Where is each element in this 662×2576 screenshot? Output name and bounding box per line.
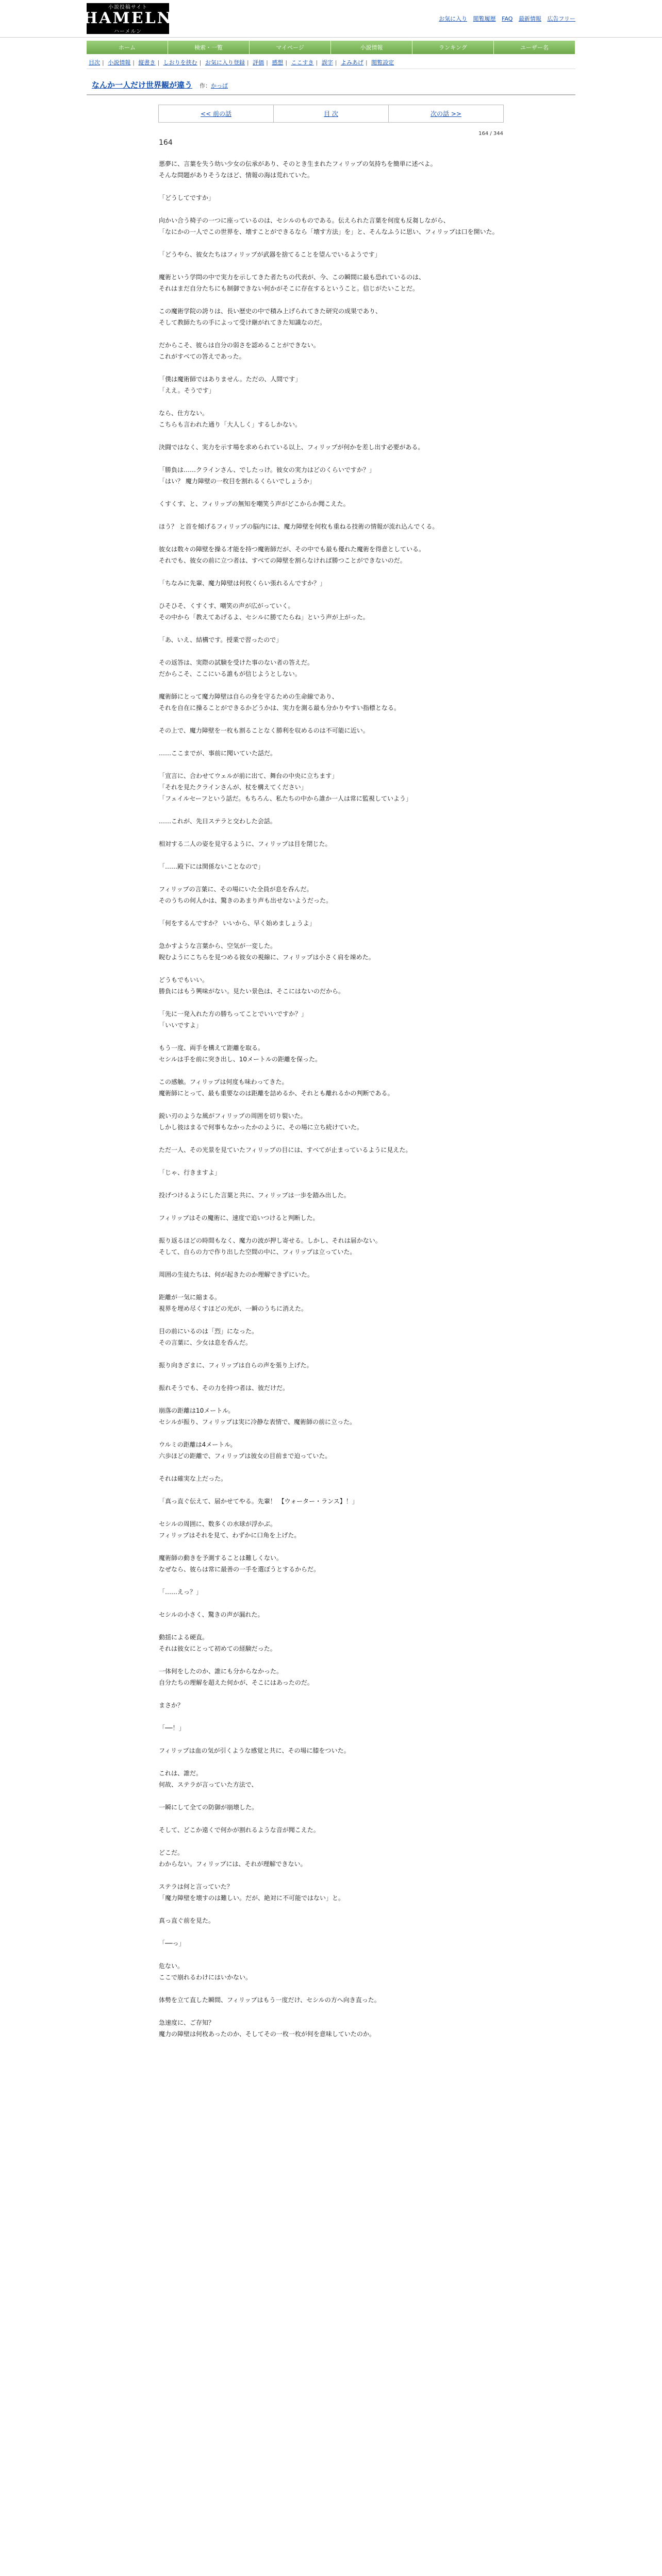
paragraph-gap — [159, 1258, 503, 1269]
paragraph: 一体何をしたのか、誰にも分からなかった。 — [159, 1668, 283, 1675]
subnav-comment[interactable]: 感想 — [272, 59, 284, 66]
paragraph: 視界を埋め尽くすほどの光が、一瞬のうちに消えた。 — [159, 1305, 308, 1312]
pager-prev-cell — [159, 105, 274, 122]
paragraph: そのうちの何人かは、驚きのあまり声も出せないようだった。 — [159, 897, 333, 904]
paragraph-gap — [159, 510, 503, 521]
paragraph-gap — [159, 850, 503, 861]
paragraph: どうもでもいい。 — [159, 976, 209, 984]
paragraph-gap — [159, 294, 503, 306]
nav-ranking[interactable]: ランキング — [412, 41, 494, 54]
top-link-faq[interactable]: FAQ — [502, 15, 513, 22]
paragraph-gap — [159, 906, 503, 918]
paragraph-gap — [159, 736, 503, 748]
paragraph: 危ない。 — [159, 1962, 184, 1970]
paragraph-gap — [159, 1031, 503, 1042]
subnav-readaloud[interactable]: よみあげ — [340, 59, 363, 66]
paragraph-gap — [159, 1178, 503, 1190]
paragraph: 彼女は数々の障壁を操る才能を持つ魔術師だが、その中でも最も優れた魔術を得意としている。 — [159, 546, 425, 553]
paragraph: セシルは手を前に突き出し、10メートルの距離を保った。 — [159, 1056, 321, 1063]
chapter-body — [159, 139, 503, 2040]
next-chapter-link[interactable]: 次の話 >> — [431, 110, 461, 117]
paragraph-gap — [159, 1711, 503, 1722]
paragraph: 「ええ。そうです」 — [159, 387, 215, 394]
paragraph: これは、誰だ。 — [159, 1770, 203, 1777]
paragraph-gap — [159, 1099, 503, 1110]
paragraph: なら、仕方ない。 — [159, 410, 209, 417]
subnav-rating[interactable]: 評価 — [253, 59, 264, 66]
page-count: 164 / 344 — [478, 131, 503, 137]
paragraph-gap — [159, 181, 503, 192]
paragraph: ステラは何と言っていた？ — [159, 1883, 233, 1890]
paragraph: だからこそ、ここにいる誰もが信じようとしない。 — [159, 670, 301, 677]
paragraph-gap — [159, 1371, 503, 1382]
prev-chapter-link[interactable]: << 前の話 — [201, 110, 231, 117]
paragraph: 「どうしてですか」 — [159, 194, 215, 201]
paragraph: セシルが振り、フィリップは実に冷静な表情で、魔術師の前に立った。 — [159, 1418, 356, 1426]
paragraph-gap — [159, 1314, 503, 1326]
paragraph: それは確実な上だった。 — [159, 1475, 227, 1482]
toc-link[interactable]: 目 次 — [324, 110, 338, 117]
paragraph: 「先に一発入れた方の勝ちってことでいいですか？」 — [159, 1010, 308, 1018]
paragraph: この魔術学院の誇りは、長い歴史の中で積み上げられてきた研究の成果であり、 — [159, 308, 382, 315]
paragraph: 「──！」 — [159, 1724, 185, 1732]
paragraph: そして、自らの力で作り出した空間の中に、フィリップは立っていた。 — [159, 1248, 356, 1256]
paragraph: 「はい？ 魔力障壁の一枚目を割れるくらいでしょうか」 — [159, 478, 316, 485]
paragraph-gap — [159, 1620, 503, 1632]
author-line — [200, 81, 228, 90]
author-link[interactable]: かっぱ — [211, 82, 228, 89]
paragraph-gap — [159, 532, 503, 544]
paragraph: 睨むようにこちらを見つめる彼女の視線に、フィリップは小さく肩を竦めた。 — [159, 954, 375, 961]
paragraph: なぜなら、彼らは常に最善の一手を選ぼうとするからだ。 — [159, 1566, 320, 1573]
paragraph-gap — [159, 1790, 503, 1802]
paragraph: その上で、魔力障壁を一枚も割ることなく勝利を収めるのは不可能に近い。 — [159, 727, 369, 734]
paragraph: ウルミの距離は4メートル。 — [159, 1441, 237, 1448]
paragraph: もう一度、両手を構えて距離を取る。 — [159, 1044, 264, 1052]
paragraph: 「……殿下には関係ないことなので」 — [159, 863, 264, 870]
paragraph: 勝負にはもう興味がない。見たい景色は、そこにはないのだから。 — [159, 988, 345, 995]
paragraph: 相対する二人の姿を見守るように、フィリップは目を閉じた。 — [159, 840, 332, 848]
paragraph-gap — [159, 804, 503, 816]
paragraph: 鋭い刃のような風がフィリップの周囲を切り裂いた。 — [159, 1112, 307, 1120]
paragraph: ここで崩れるわけにはいかない。 — [159, 1974, 252, 1981]
subnav-settings[interactable]: 閲覧設定 — [371, 59, 394, 66]
top-link-adfree[interactable]: 広告フリー — [547, 15, 575, 22]
paragraph: 「なにかの一人でこの世界を、壊すことができるなら「壊す方法」を」と、そんなふうに思い、フィリップは口を開いた。 — [159, 228, 499, 235]
paragraph-gap — [159, 1507, 503, 1518]
paragraph: 「ちなみに先輩、魔力障壁は何枚くらい張れるんですか？」 — [159, 580, 326, 587]
paragraph-gap — [159, 1926, 503, 1938]
paragraph: フィリップは血の気が引くような感覚と共に、その場に膝をついた。 — [159, 1747, 350, 1754]
paragraph: 六歩ほどの距離で、フィリップは彼女の目前まで迫っていた。 — [159, 1452, 332, 1460]
paragraph: くすくす、と、フィリップの無知を嘲笑う声がどこからか聞こえた。 — [159, 500, 350, 507]
paragraph-gap — [159, 623, 503, 634]
paragraph: どこだ。 — [159, 1849, 184, 1856]
paragraph: 「何をするんですか？ いいから、早く始めましょうよ」 — [159, 920, 316, 927]
paragraph: 投げつけるようにした言葉と共に、フィリップは一歩を踏み出した。 — [159, 1192, 350, 1199]
paragraph: 「フェイルセーフという話だ。もちろん、私たちの中から誰か一人は常に監視していよう」 — [159, 795, 412, 802]
paragraph: 振れそうでも、その力を持つ者は、彼だけだ。 — [159, 1384, 289, 1392]
paragraph: そして教師たちの手によって受け継がれてきた知識なのだ。 — [159, 319, 326, 326]
paragraph-gap — [159, 1813, 503, 1824]
paragraph-gap — [159, 1541, 503, 1552]
paragraph: この感触。フィリップは何度も味わってきた。 — [159, 1078, 288, 1086]
paragraph-gap — [159, 260, 503, 272]
paragraph-gap — [159, 204, 503, 215]
paragraph: それを自在に操ることができるかどうかは、実力を測る最も分かりやすい指標となる。 — [159, 704, 401, 711]
author-label: 作： — [200, 82, 211, 89]
nav-user[interactable]: ユーザー名 — [494, 41, 575, 54]
paragraph: それはまだ自分たちにも制御できない何かがそこに存在するということ。信じがたいことだ。 — [159, 285, 419, 292]
paragraph-gap — [159, 1428, 503, 1439]
paragraph-gap — [159, 1280, 503, 1292]
paragraph-gap — [159, 1734, 503, 1745]
paragraph-gap — [159, 453, 503, 464]
paragraph: ひそひそ、くすくす、嘲笑の声が広がっていく。 — [159, 602, 294, 609]
paragraph: 悪夢に、言葉を失う幼い少女の伝承があり、そのとき生まれたフィリップの気持ちを簡単に述べよ。 — [159, 160, 437, 167]
pager-toc-cell — [274, 105, 389, 122]
paragraph-gap — [159, 827, 503, 838]
paragraph-gap — [159, 566, 503, 578]
paragraph-gap — [159, 430, 503, 442]
novel-title[interactable]: なんか一人だけ世界観が違う — [92, 80, 193, 90]
paragraph: 動揺による硬直。 — [159, 1634, 209, 1641]
paragraph-gap — [159, 1156, 503, 1167]
paragraph: 「いいですよ」 — [159, 1022, 203, 1029]
paragraph-gap — [159, 1870, 503, 1881]
paragraph-gap — [159, 1484, 503, 1496]
nav-mypage[interactable]: マイページ — [250, 41, 331, 54]
paragraph-gap — [159, 1224, 503, 1235]
site-logo[interactable] — [82, 3, 173, 35]
paragraph-gap — [159, 1983, 503, 1994]
paragraph: わからない。フィリップには、それが理解できない。 — [159, 1860, 307, 1868]
paragraph: 魔術師にとって魔力障壁は自らの身を守るための生命線であり、 — [159, 693, 338, 700]
paragraph-gap — [159, 328, 503, 340]
paragraph: 振り返るほどの時間もなく、魔力の波が押し寄せる。しかし、それは届かない。 — [159, 1237, 382, 1244]
logo-kana: ハーメルン — [113, 29, 142, 35]
paragraph: 崩落の距離は10メートル。 — [159, 1407, 235, 1414]
paragraph-gap — [159, 396, 503, 408]
paragraph: 一瞬にして全ての防御が崩壊した。 — [159, 1804, 258, 1811]
paragraph: 「宣言に、合わせてウェルが前に出て、舞台の中央に立ちます」 — [159, 772, 338, 779]
paragraph: フィリップの言葉に、その場にいた全員が息を呑んだ。 — [159, 886, 313, 893]
paragraph-gap — [159, 2006, 503, 2017]
paragraph: ……これが、先日ステラと交わした会話。 — [159, 818, 276, 825]
paragraph-gap — [159, 1598, 503, 1609]
paragraph: 魔術師にとって、最も重要なのは距離を詰めるか、それとも離れるかの判断である。 — [159, 1090, 394, 1097]
paragraph: それは彼女にとって初めての経験だった。 — [159, 1645, 276, 1652]
paragraph: フィリップはそれを見て、わずかに口角を上げた。 — [159, 1532, 301, 1539]
paragraph: 「僕は魔術師ではありません。ただの、人間です」 — [159, 376, 302, 383]
subnav-vertical[interactable]: 縦書き — [138, 59, 156, 66]
paragraph: ただ一人、その光景を見ていたフィリップの目には、すべてが止まっているように見えた。 — [159, 1146, 412, 1154]
pager-next-cell — [389, 105, 503, 122]
paragraph-gap — [159, 1133, 503, 1144]
paragraph: 「それを見たクラインさんが、杖を構えてください」 — [159, 784, 307, 791]
paragraph-gap — [159, 759, 503, 770]
nav-novel-info[interactable]: 小説情報 — [331, 41, 412, 54]
paragraph-gap — [159, 1348, 503, 1360]
subnav-favorite[interactable]: お気に入り登録 — [205, 59, 245, 66]
paragraph-gap — [159, 1462, 503, 1473]
subnav-bookmark[interactable]: しおりを挟む — [163, 59, 197, 66]
paragraph-gap — [159, 929, 503, 940]
paragraph: そして、どこか遠くで何かが割れるような音が聞こえた。 — [159, 1826, 320, 1834]
paragraph: 体勢を立て直した瞬間、フィリップはもう一度だけ、セシルの方へ向き直った。 — [159, 1996, 380, 2004]
paragraph-gap — [159, 1575, 503, 1586]
paragraph: そんな問題がありそうなほど、情報の海は荒れていた。 — [159, 172, 314, 179]
main-content — [87, 76, 575, 2040]
paragraph-gap — [159, 589, 503, 600]
paragraph: 魔力の障壁は何枚あったのか、そしてその一枚一枚が何を意味していたのか。 — [159, 2030, 375, 2038]
paragraph: 真っ直ぐ前を見た。 — [159, 1917, 215, 1924]
paragraph: 「真っ直ぐ伝えて、届かせてやる。先輩！ 【ウォーター・ランス】！」 — [159, 1498, 358, 1505]
paragraph: ……ここまでが、事前に聞いていた話だ。 — [159, 750, 277, 757]
paragraph-gap — [159, 997, 503, 1008]
paragraph: こちらも言われた通り「大人しく」するしかない。 — [159, 421, 302, 428]
paragraph-gap — [159, 1949, 503, 1960]
paragraph: セシルの周囲に、数多くの水球が浮かぶ。 — [159, 1520, 276, 1528]
novel-title-bar — [87, 76, 575, 95]
logo-subtitle: 小説投稿サイト — [108, 5, 148, 10]
paragraph: まさか？ — [159, 1702, 184, 1709]
paragraph-gap — [159, 872, 503, 884]
paragraph: 「魔力障壁を壊すのは難しい。だが、絶対に不可能ではない」と。 — [159, 1894, 345, 1902]
subnav-info[interactable]: 小説情報 — [108, 59, 131, 66]
paragraph: 周囲の生徒たちは、何が起きたのか理解できずにいた。 — [159, 1271, 314, 1278]
main-nav — [87, 41, 575, 54]
chapter-pager — [158, 105, 504, 123]
top-link-favorites[interactable]: お気に入り — [439, 15, 468, 22]
paragraph: しかし彼はまるで何事もなかったかのように、その場に立ち続けていた。 — [159, 1124, 363, 1131]
paragraph-gap — [159, 680, 503, 691]
paragraph: 向かい合う椅子の一つに座っているのは、セシルのものである。伝えられた言葉を何度も反芻しながら、 — [159, 217, 450, 224]
chapter-text — [159, 158, 503, 2040]
paragraph-gap — [159, 1201, 503, 1212]
paragraph: 「あ、いえ、結構です。授業で習ったので」 — [159, 636, 283, 643]
paragraph: 魔術という学問の中で実力を示してきた者たちの代表が、今、この瞬間に最も恐れているのは、 — [159, 274, 425, 281]
paragraph: その返答は、実際の試験を受けた事のない者の答えだ。 — [159, 659, 314, 666]
paragraph-gap — [159, 646, 503, 657]
paragraph: 急かすような言葉から、空気が一変した。 — [159, 942, 277, 950]
subnav-toc[interactable]: 目次 — [89, 59, 100, 66]
paragraph-gap — [159, 963, 503, 974]
paragraph-gap — [159, 1654, 503, 1666]
subnav-typo[interactable]: 誤字 — [321, 59, 333, 66]
paragraph: 目の前にいるのは「烈」になった。 — [159, 1328, 258, 1335]
paragraph-gap — [159, 1756, 503, 1768]
paragraph: 「じゃ、行きますよ」 — [159, 1169, 221, 1176]
paragraph: ほう？ と首を傾げるフィリップの脳内には、魔力障壁を何枚も重ねる技術の情報が流れ込んでくる。 — [159, 523, 439, 530]
paragraph-gap — [159, 1394, 503, 1405]
paragraph-gap — [159, 238, 503, 249]
paragraph: 急速度に、ご存知？ — [159, 2019, 215, 2026]
paragraph: 何故、ステラが言っていた方法で、 — [159, 1781, 258, 1788]
novel-subnav: 目次 | 小説情報 | 縦書き | しおりを挟む | お気に入り登録 | 評価 | 感想 | ここすき | 誤字 | よみあげ | 閲覧設定 — [87, 56, 575, 69]
paragraph: 魔術師の動きを予測することは難しくない。 — [159, 1554, 283, 1562]
paragraph: 「勝負は……クラインさん、でしたっけ。彼女の実力はどのくらいですか？」 — [159, 466, 375, 473]
paragraph-gap — [159, 487, 503, 498]
paragraph: 決闘ではなく、実力を示す場を求められている以上、フィリップが何かを差し出す必要がある。 — [159, 444, 424, 451]
paragraph: 「どうやら、彼女たちはフィリップが武器を捨てることを望んでいるようです」 — [159, 251, 381, 258]
top-link-history[interactable]: 閲覧履歴 — [473, 15, 496, 22]
paragraph: フィリップはその魔術に、速度で追いつけると判断した。 — [159, 1214, 319, 1222]
paragraph-gap — [159, 1904, 503, 1915]
nav-home[interactable]: ホーム — [87, 41, 168, 54]
nav-search[interactable]: 検索・一覧 — [168, 41, 250, 54]
paragraph: それでも、彼女の前に立つ者は、すべての障壁を割らなければ勝つことができないのだ。 — [159, 557, 406, 564]
paragraph-gap — [159, 1065, 503, 1076]
paragraph: 「……えっ？」 — [159, 1588, 203, 1596]
paragraph-gap — [159, 1688, 503, 1700]
top-links — [435, 14, 575, 23]
site-header — [0, 0, 662, 38]
top-link-news[interactable]: 最新情報 — [518, 15, 541, 22]
logo-text: HAMELN — [82, 9, 173, 27]
paragraph-gap — [159, 1836, 503, 1847]
paragraph: これがすべての答えであった。 — [159, 353, 245, 360]
paragraph: その言葉に、少女は息を呑んだ。 — [159, 1339, 252, 1346]
paragraph: 「──っ」 — [159, 1940, 185, 1947]
paragraph: 振り向きざまに、フィリップは自らの声を張り上げた。 — [159, 1362, 313, 1369]
paragraph: 自分たちの理解を超えた何かが、そこにはあったのだ。 — [159, 1679, 313, 1686]
paragraph: その中から「教えてあげるよ、セシルに勝てたらね」という声が上がった。 — [159, 614, 369, 621]
paragraph: 距離が一気に縮まる。 — [159, 1294, 221, 1301]
paragraph: セシルの小さく、驚きの声が漏れた。 — [159, 1611, 264, 1618]
chapter-number: 164 — [159, 139, 173, 147]
paragraph: だからこそ、彼らは自分の弱さを認めることができない。 — [159, 342, 320, 349]
paragraph-gap — [159, 714, 503, 725]
subnav-like[interactable]: ここすき — [291, 59, 314, 66]
paragraph-gap — [159, 362, 503, 374]
